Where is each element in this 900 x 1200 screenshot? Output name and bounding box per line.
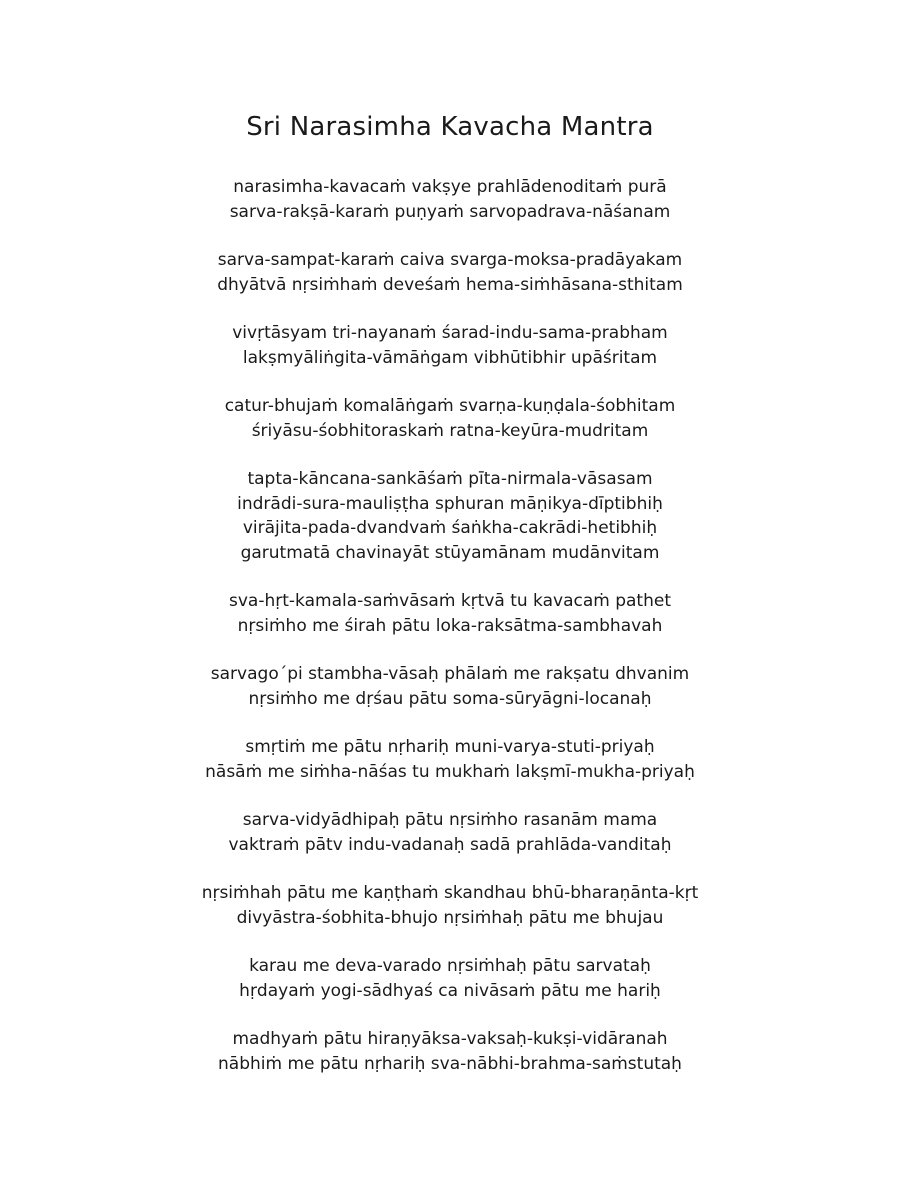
verse-line: nṛsiṁho me śirah pātu loka-raksātma-sambhavah xyxy=(237,615,663,636)
verse-line: nṛsiṁho me dṛśau pātu soma-sūryāgni-locanaḥ xyxy=(248,688,652,709)
verse-line: sarva-vidyādhipaḥ pātu nṛsiṁho rasanām mama xyxy=(242,810,658,830)
verse-line: narasimha-kavacaṁ vakṣye prahlādenoditaṁ purā xyxy=(233,177,667,197)
verse-line: vivṛtāsyam tri-nayanaṁ śarad-indu-sama-prabham xyxy=(232,323,668,343)
verse-line: sarva-rakṣā-karaṁ puṇyaṁ sarvopadrava-nāśanam xyxy=(229,201,671,222)
verse-line: madhyaṁ pātu hiraṇyāksa-vaksaḥ-kukṣi-vidāranah xyxy=(232,1029,668,1049)
page-title: Sri Narasimha Kavacha Mantra xyxy=(246,112,654,142)
stanza xyxy=(0,467,900,565)
stanza xyxy=(0,808,900,857)
stanza xyxy=(0,1027,900,1076)
stanza xyxy=(0,175,900,224)
verse-line: catur-bhujaṁ komalāṅgaṁ svarṇa-kuṇḍala-śobhitam xyxy=(224,396,676,416)
verse-line: smṛtiṁ me pātu nṛhariḥ muni-varya-stuti-priyaḥ xyxy=(245,737,655,757)
verse-line: nṛsiṁhah pātu me kaṇṭhaṁ skandhau bhū-bharaṇānta-kṛt xyxy=(201,883,699,903)
verse-line: sva-hṛt-kamala-saṁvāsaṁ kṛtvā tu kavacaṁ pathet xyxy=(229,591,671,611)
verse-line: karau me deva-varado nṛsiṁhaḥ pātu sarvataḥ xyxy=(249,956,651,976)
verse-line: dhyātvā nṛsiṁhaṁ deveśaṁ hema-siṁhāsana-sthitam xyxy=(217,274,683,295)
stanza xyxy=(0,589,900,638)
stanza xyxy=(0,662,900,711)
verse-list xyxy=(0,175,900,1100)
verse-line: sarvago´pi stambha-vāsaḥ phālaṁ me rakṣatu dhvanim xyxy=(210,664,690,684)
stanza xyxy=(0,881,900,930)
verse-line: divyāstra-śobhita-bhujo nṛsiṁhaḥ pātu me bhujau xyxy=(236,907,664,928)
stanza xyxy=(0,248,900,297)
verse-line: virājita-pada-dvandvaṁ śaṅkha-cakrādi-hetibhiḥ xyxy=(242,518,658,538)
stanza xyxy=(0,954,900,1003)
stanza xyxy=(0,735,900,784)
verse-line: nābhiṁ me pātu nṛhariḥ sva-nābhi-brahma-saṁstutaḥ xyxy=(218,1053,682,1074)
verse-line: vaktraṁ pātv indu-vadanaḥ sadā prahlāda-vanditaḥ xyxy=(228,834,672,855)
verse-line: hṛdayaṁ yogi-sādhyaś ca nivāsaṁ pātu me hariḥ xyxy=(239,980,661,1001)
verse-line: indrādi-sura-mauliṣṭha sphuran māṇikya-dīptibhiḥ xyxy=(237,493,663,514)
stanza xyxy=(0,394,900,443)
stanza xyxy=(0,321,900,370)
verse-line: nāsāṁ me siṁha-nāśas tu mukhaṁ lakṣmī-mukha-priyaḥ xyxy=(205,761,695,782)
verse-line: sarva-sampat-karaṁ caiva svarga-moksa-pradāyakam xyxy=(217,250,683,270)
verse-line: lakṣmyāliṅgita-vāmāṅgam vibhūtibhir upāśritam xyxy=(242,347,658,368)
verse-line: tapta-kāncana-sankāśaṁ pīta-nirmala-vāsasam xyxy=(247,469,653,489)
verse-line: garutmatā chavinayāt stūyamānam mudānvitam xyxy=(240,542,660,563)
verse-line: śriyāsu-śobhitoraskaṁ ratna-keyūra-mudritam xyxy=(251,420,649,441)
